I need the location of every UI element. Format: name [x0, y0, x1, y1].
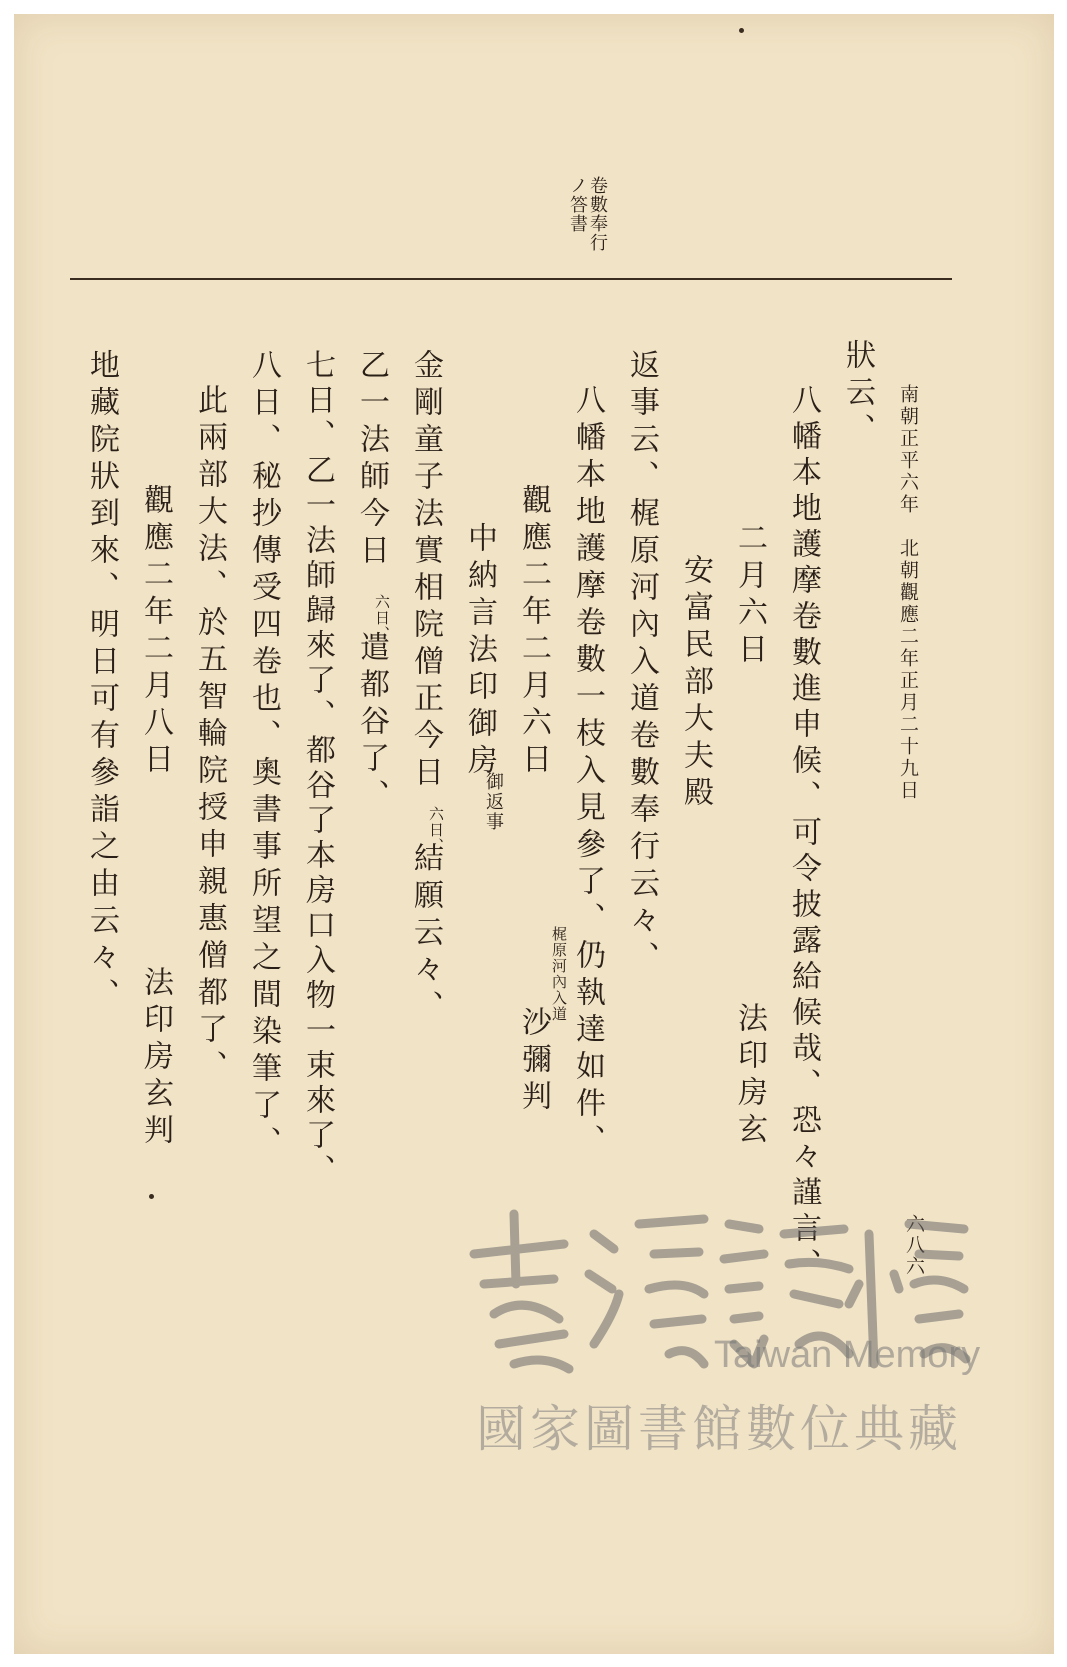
text-line-14-date: 觀應二年二月八日 [138, 484, 173, 780]
document-page [14, 14, 1054, 1654]
text-line-9a: 金剛童子法實相院僧正今日 [408, 349, 443, 793]
ink-speck [739, 28, 744, 33]
text-line-6: 八幡本地護摩卷數一枝入見參了、仍執達如件、 [570, 384, 605, 1161]
watermark-chinese: 國家圖書館數位典藏 [476, 1400, 962, 1458]
text-line-11: 七日、乙一法師歸來了、都谷了本房口入物一束來了、 [300, 349, 335, 1189]
ink-speck [149, 1194, 154, 1199]
separator-line [70, 278, 952, 280]
text-line-10a: 乙一法師今日 [354, 349, 389, 571]
text-line-15: 地藏院狀到來、明日可有參詣之由云々、 [84, 349, 119, 1015]
running-head: 南朝正平六年 北朝觀應二年正月二十九日 [897, 384, 919, 802]
text-line-9-note: 六日、 [427, 806, 445, 854]
text-line-10-note: 六日、 [373, 594, 391, 642]
text-line-10c: 遣都谷了、 [354, 631, 389, 816]
text-line-7-date: 觀應二年二月六日 [516, 484, 551, 780]
text-line-2: 八幡本地護摩卷數進申候、可令披露給候哉、恐々謹言、 [786, 384, 821, 1284]
text-line-12: 八日、秘抄傳受四卷也、奧書事所望之間染筆了、 [246, 349, 281, 1163]
text-line-3-date: 二月六日 [732, 522, 767, 670]
text-line-1: 狀云、 [840, 339, 875, 450]
text-line-8-addressee: 中納言法印御房 [462, 522, 497, 781]
text-line-8-reply: 御返事 [483, 772, 504, 832]
text-line-13: 此兩部大法、於五智輪院授申親惠僧都了、 [192, 384, 227, 1087]
text-line-7-note: 梶原河內入道 [550, 926, 568, 1022]
page-number: 六八六 [903, 1214, 925, 1277]
text-line-5: 返事云、梶原河內入道卷數奉行云々、 [624, 349, 659, 978]
text-line-9c: 結願云々、 [408, 842, 443, 1027]
watermark-english: Taiwan Memory [714, 1334, 981, 1376]
text-line-7-signer: 沙彌判 [516, 1006, 551, 1117]
text-line-14-signer: 法印房玄判 [138, 966, 173, 1151]
text-line-4: 安富民部大夫殿 [678, 554, 713, 813]
text-line-3-signer: 法印房玄 [732, 1002, 767, 1150]
margin-note: 卷數奉行ノ答書 [567, 176, 608, 252]
